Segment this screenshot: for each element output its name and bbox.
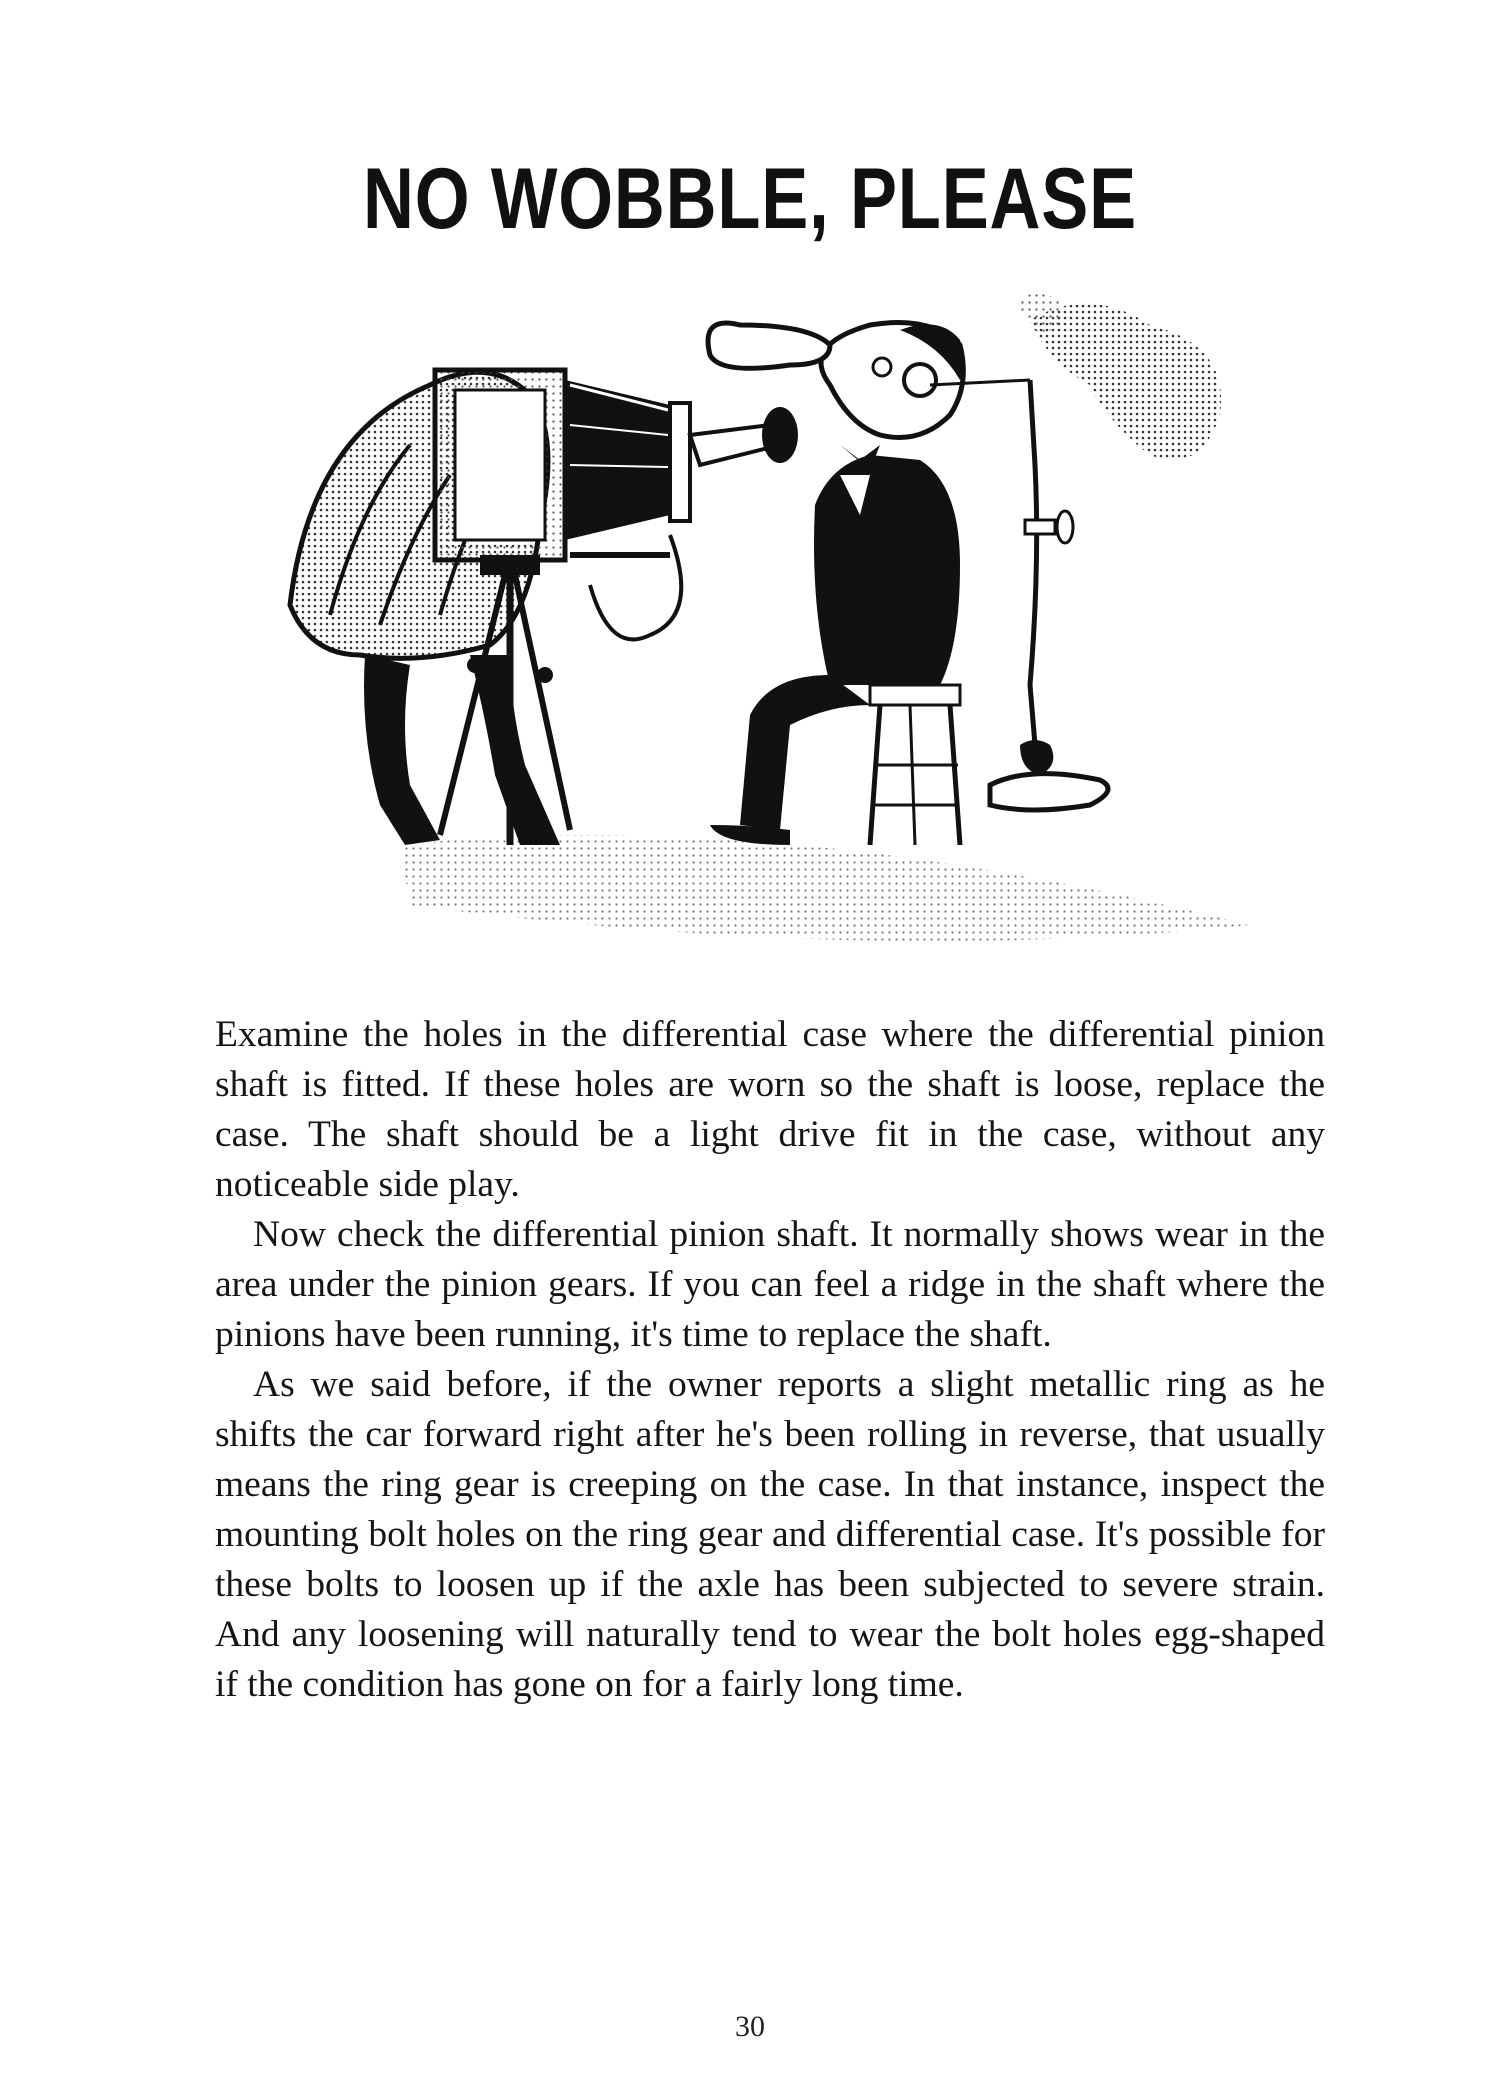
floor-shadow [400,835,1250,941]
page-number: 30 [735,2010,765,2043]
paragraph-1: Examine the holes in the differential case where the differential pinion shaft is fitted. If these holes are worn so the shaft is loose, replace the case. The shaft should be a light drive fit in the case, without any noticeable side play. [215,1014,1325,1205]
page-title: NO WOBBLE, PLEASE [362,151,1138,247]
seated-man-figure [708,323,1030,846]
smoke-cloud [1015,294,1221,460]
head-rest-stand [990,380,1108,810]
photographer-cartoon-illustration [270,285,1280,975]
body-text [215,1010,1325,1710]
paragraph-2: Now check the differential pinion shaft. It normally shows wear in the area under the pinion gears. If you can feel a ridge in the shaft where the pinions have been running, it's time to replace the shaft. [215,1214,1325,1355]
paragraph-3: As we said before, if the owner reports a slight metallic ring as he shifts the car forward right after he's been rolling in reverse, that usually means the ring gear is creeping on the case. In that instance, inspect the mounting bolt holes on the ring gear and differential case. It's possible for these bolts to loosen up if the axle has been subjected to severe strain. And any loosening will naturally tend to wear the bolt holes egg-shaped if the condition has gone on for a fairly long time. [215,1364,1325,1705]
